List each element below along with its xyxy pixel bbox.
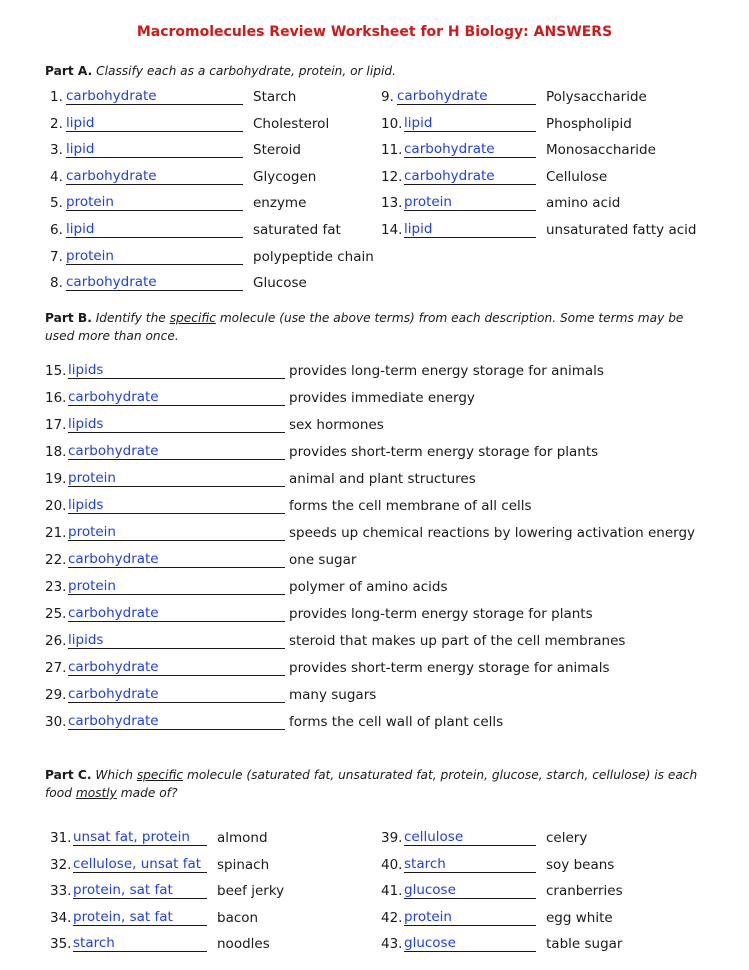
part-c-item (381, 855, 614, 873)
answer-text: carbohydrate (68, 686, 159, 702)
part-c-instruction-pre: Which (95, 768, 133, 782)
answer-blank (66, 89, 243, 105)
part-b-item (45, 577, 448, 595)
term-text: polypeptide chain (253, 248, 374, 265)
answer-text: lipids (68, 362, 104, 378)
question-number: 5. (50, 195, 63, 212)
question-number: 12. (381, 168, 403, 185)
answer-blank (68, 444, 285, 460)
description-text: forms the cell membrane of all cells (289, 498, 532, 514)
answer-text: starch (73, 935, 115, 951)
question-number: 26. (45, 633, 67, 649)
part-c-item (50, 934, 270, 952)
food-text: spinach (217, 856, 270, 873)
question-number: 27. (45, 660, 67, 676)
part-c-item (50, 828, 268, 846)
part-c-item (381, 934, 622, 952)
answer-blank (404, 195, 536, 211)
answer-text: carbohydrate (68, 605, 159, 621)
question-number: 39. (381, 830, 403, 846)
part-a-item (50, 167, 316, 185)
term-text: Polysaccharide (546, 89, 647, 105)
answer-text: carbohydrate (404, 141, 495, 158)
part-a-instruction: Classify each as a carbohydrate, protein, or lipid. (96, 64, 396, 78)
term-text: Phospholipid (546, 115, 632, 132)
part-b-instruction-pre: Identify the (95, 311, 166, 325)
answer-text: protein (68, 578, 116, 594)
part-b-item (45, 685, 376, 703)
part-a-item (50, 114, 329, 132)
question-number: 9. (381, 89, 394, 105)
question-number: 7. (50, 248, 63, 265)
part-b-label: Part B. (45, 311, 92, 325)
part-c-instruction-underlined-1: specific (136, 768, 184, 782)
question-number: 10. (381, 115, 403, 132)
question-number: 29. (45, 687, 67, 703)
answer-blank (68, 633, 285, 649)
question-number: 32. (50, 856, 72, 873)
part-b-item (45, 550, 356, 568)
answer-blank (397, 89, 536, 105)
answer-blank (73, 936, 207, 952)
answer-text: lipid (66, 221, 95, 237)
answer-text: lipid (66, 114, 95, 131)
question-number: 23. (45, 579, 67, 595)
part-a-item (381, 114, 632, 132)
question-number: 18. (45, 444, 67, 460)
part-c-label: Part C. (45, 768, 92, 782)
description-text: sex hormones (289, 417, 384, 433)
part-b-item (45, 442, 598, 460)
answer-text: protein (66, 194, 114, 211)
answer-text: lipid (66, 141, 95, 158)
part-a-item (381, 193, 620, 211)
answer-text: lipids (68, 497, 104, 513)
answer-blank (68, 687, 285, 703)
question-number: 33. (50, 883, 72, 899)
question-number: 30. (45, 714, 67, 730)
part-a-item (50, 140, 301, 158)
answer-text: carbohydrate (68, 713, 159, 729)
part-a-item (50, 193, 306, 211)
description-text: steroid that makes up part of the cell membranes (289, 633, 626, 649)
food-text: beef jerky (217, 883, 285, 899)
part-a-item (381, 140, 656, 158)
description-text: speeds up chemical reactions by lowering activation energy (289, 525, 696, 541)
answer-text: lipid (404, 114, 433, 131)
question-number: 22. (45, 552, 67, 568)
answer-text: carbohydrate (404, 167, 495, 184)
answer-text: lipids (68, 632, 104, 648)
answer-text: protein, sat fat (73, 882, 173, 898)
term-text: Cellulose (546, 168, 608, 185)
description-text: animal and plant structures (289, 471, 476, 487)
part-c-item (50, 881, 284, 899)
food-text: egg white (546, 909, 613, 926)
description-text: provides short-term energy storage for animals (289, 660, 610, 676)
answer-blank (68, 363, 285, 379)
page-title: Macromolecules Review Worksheet for H Biology: ANSWERS (136, 24, 613, 40)
food-text: table sugar (546, 936, 623, 952)
answer-text: carbohydrate (68, 551, 159, 567)
answer-text: protein (68, 470, 116, 486)
answer-blank (73, 857, 207, 873)
term-text: Glucose (253, 275, 307, 292)
question-number: 1. (50, 89, 63, 105)
question-number: 17. (45, 417, 67, 433)
question-number: 19. (45, 471, 67, 487)
answer-text: carbohydrate (66, 167, 157, 184)
answer-text: lipid (404, 221, 433, 237)
answer-text: glucose (404, 882, 456, 898)
part-b-item (45, 388, 475, 406)
description-text: forms the cell wall of plant cells (289, 714, 504, 730)
answer-text: carbohydrate (66, 88, 157, 104)
answer-blank (404, 169, 536, 185)
term-text: Steroid (253, 142, 302, 159)
answer-text: carbohydrate (397, 88, 488, 104)
answer-text: carbohydrate (66, 274, 157, 291)
part-a-item (381, 167, 607, 185)
question-number: 15. (45, 363, 67, 379)
part-b-item (45, 415, 384, 433)
answer-text: carbohydrate (68, 659, 159, 675)
answer-blank (68, 471, 285, 487)
question-number: 2. (50, 115, 63, 132)
food-text: celery (546, 830, 588, 846)
description-text: provides immediate energy (289, 390, 475, 406)
answer-blank (68, 714, 285, 730)
question-number: 25. (45, 606, 67, 622)
part-b-instruction-underlined: specific (169, 311, 216, 325)
term-text: saturated fat (253, 222, 341, 238)
answer-blank (404, 142, 536, 158)
answer-blank (404, 883, 536, 899)
part-b-item (45, 361, 604, 379)
description-text: provides long-term energy storage for plants (289, 606, 593, 622)
answer-blank (68, 552, 285, 568)
answer-text: glucose (404, 935, 456, 951)
answer-blank (404, 910, 536, 926)
part-c-item (50, 855, 269, 873)
answer-blank (73, 910, 207, 926)
description-text: provides long-term energy storage for animals (289, 363, 604, 379)
part-b-item (45, 658, 610, 676)
answer-text: carbohydrate (68, 389, 159, 405)
part-b-instructions (45, 309, 705, 345)
answer-text: protein (404, 908, 452, 925)
description-text: many sugars (289, 687, 377, 703)
answer-blank (68, 390, 285, 406)
answer-text: lipids (68, 416, 104, 432)
part-b-instruction-post: molecule (use the above terms) from each description. Some terms may be used more than once. (45, 311, 684, 343)
part-a-item (50, 247, 374, 265)
part-c-instructions (45, 766, 705, 802)
part-a-item (381, 87, 647, 105)
question-number: 14. (381, 222, 403, 238)
question-number: 6. (50, 222, 63, 238)
question-number: 16. (45, 390, 67, 406)
food-text: cranberries (546, 883, 623, 899)
term-text: enzyme (253, 195, 307, 212)
answer-text: protein (66, 247, 114, 264)
term-text: Monosaccharide (546, 142, 656, 159)
answer-text: starch (404, 855, 446, 872)
answer-text: cellulose, unsat fat (73, 855, 202, 872)
answer-text: unsat fat, protein (73, 829, 190, 845)
description-text: provides short-term energy storage for plants (289, 444, 599, 460)
term-text: Starch (253, 89, 297, 105)
answer-blank (66, 169, 243, 185)
part-a-item (381, 220, 696, 238)
question-number: 11. (381, 142, 403, 159)
answer-blank (66, 275, 243, 291)
answer-blank (404, 222, 536, 238)
food-text: almond (217, 830, 268, 846)
question-number: 31. (50, 830, 72, 846)
part-c-item (381, 828, 587, 846)
part-c-item (381, 908, 613, 926)
part-a-item (50, 220, 341, 238)
answer-text: protein (404, 194, 452, 211)
part-a-item (50, 273, 307, 291)
part-c-item (381, 881, 623, 899)
question-number: 41. (381, 883, 403, 899)
question-number: 13. (381, 195, 403, 212)
part-a-item (50, 87, 296, 105)
answer-blank (68, 417, 285, 433)
question-number: 21. (45, 525, 67, 541)
food-text: noodles (217, 936, 270, 952)
food-text: soy beans (546, 856, 615, 873)
answer-blank (404, 116, 536, 132)
answer-blank (68, 525, 285, 541)
part-c-item (50, 908, 258, 926)
term-text: amino acid (546, 195, 621, 212)
question-number: 42. (381, 909, 403, 926)
answer-blank (68, 579, 285, 595)
answer-blank (66, 222, 243, 238)
question-number: 34. (50, 909, 72, 926)
question-number: 43. (381, 936, 403, 952)
part-c-instruction-post: made of? (120, 786, 178, 800)
part-c-instruction-underlined-2: mostly (75, 786, 117, 800)
term-text: Glycogen (253, 168, 317, 185)
question-number: 40. (381, 856, 403, 873)
part-b-item (45, 631, 625, 649)
answer-text: carbohydrate (68, 443, 159, 459)
answer-text: protein (68, 524, 116, 540)
part-b-item (45, 712, 503, 730)
answer-blank (66, 116, 243, 132)
answer-blank (404, 830, 536, 846)
answer-blank (404, 857, 536, 873)
question-number: 35. (50, 936, 72, 952)
answer-blank (66, 249, 243, 265)
term-text: unsaturated fatty acid (546, 222, 697, 238)
part-b-item (45, 604, 593, 622)
question-number: 4. (50, 168, 63, 185)
description-text: one sugar (289, 552, 357, 568)
question-number: 8. (50, 275, 63, 292)
description-text: polymer of amino acids (289, 579, 448, 595)
answer-blank (73, 830, 207, 846)
answer-blank (68, 660, 285, 676)
part-a-instructions (45, 62, 705, 80)
part-b-item (45, 523, 695, 541)
question-number: 20. (45, 498, 67, 514)
part-b-item (45, 496, 532, 514)
answer-text: protein, sat fat (73, 908, 173, 925)
part-c-instruction-mid: molecule (saturated fat, unsaturated fat, protein, glucose, starch, cellulose) is each food (45, 768, 698, 800)
answer-blank (68, 498, 285, 514)
answer-blank (68, 606, 285, 622)
part-a-label: Part A. (45, 64, 93, 78)
question-number: 3. (50, 142, 63, 159)
answer-text: cellulose (404, 829, 464, 845)
food-text: bacon (217, 909, 259, 926)
term-text: Cholesterol (253, 115, 330, 132)
answer-blank (66, 195, 243, 211)
part-b-item (45, 469, 476, 487)
answer-blank (66, 142, 243, 158)
answer-blank (73, 883, 207, 899)
answer-blank (404, 936, 536, 952)
